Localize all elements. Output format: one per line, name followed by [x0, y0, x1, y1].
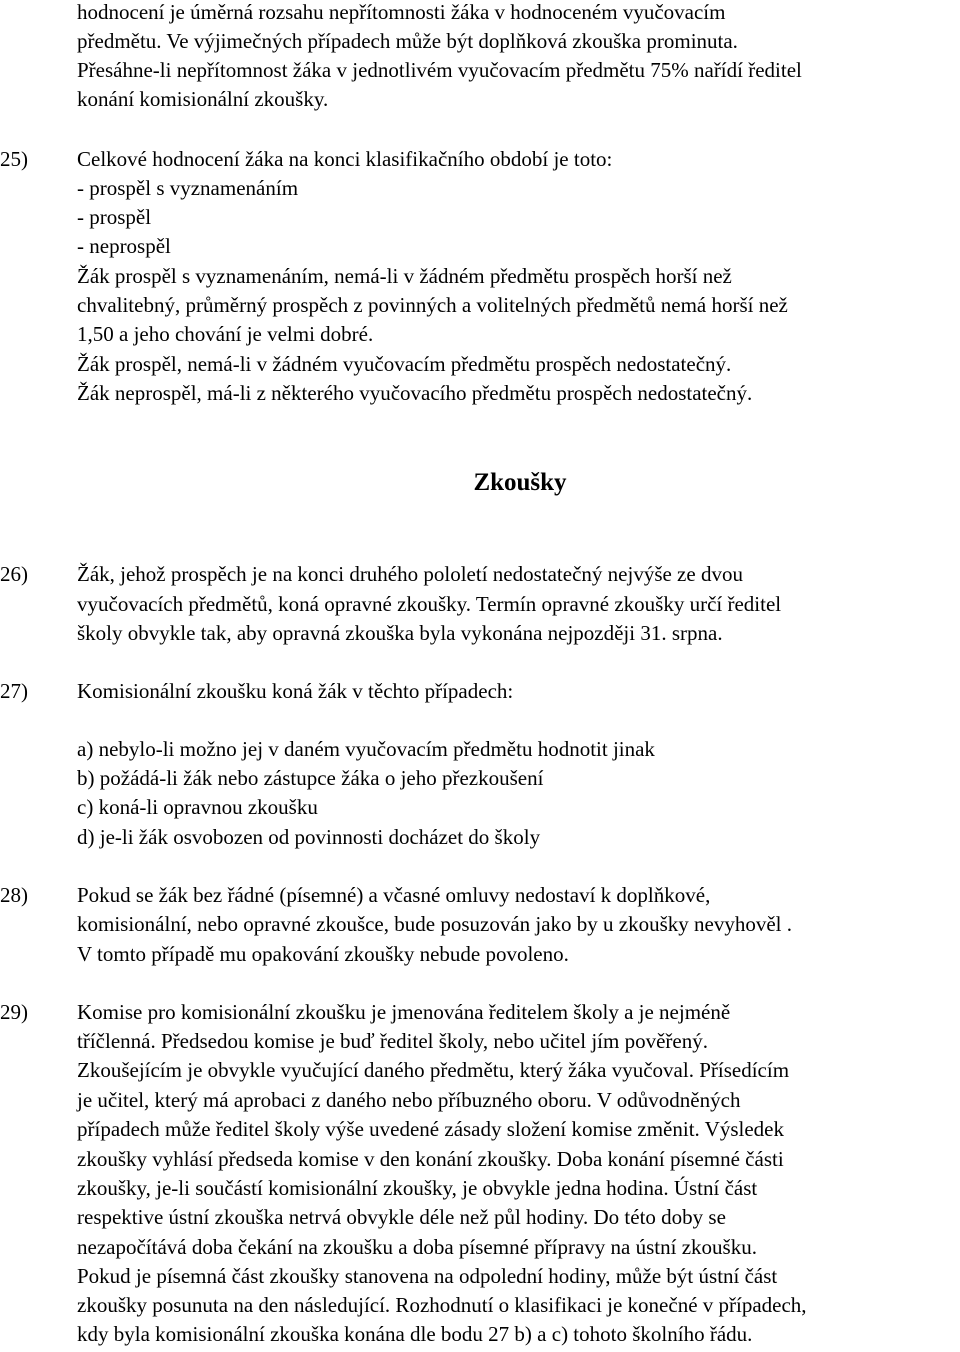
- item-line: b) požádá-li žák nebo zástupce žáka o jeho přezkoušení: [77, 766, 544, 790]
- item-line: Zkoušejícím je obvykle vyučující daného předmětu, který žáka vyučoval. Přísedícím: [77, 1058, 790, 1082]
- item-line: nezapočítává doba čekání na zkoušku a doba písemné přípravy na ústní zkoušku.: [77, 1235, 757, 1259]
- item-line: případech může ředitel školy výše uvedené zásady složení komise změnit. Výsledek: [77, 1117, 784, 1141]
- item-line: zkoušky posunuta na den následující. Rozhodnutí o klasifikaci je konečné v případech,: [77, 1293, 807, 1317]
- item-number: 25): [0, 147, 28, 171]
- item-line: Žák, jehož prospěch je na konci druhého pololetí nedostatečný nejvýše ze dvou: [77, 562, 743, 586]
- item-line: zkoušky vyhlásí předseda komise v den konání zkoušky. Doba konání písemné části: [77, 1147, 784, 1171]
- item-line: zkoušky, je-li součástí komisionální zkoušky, je obvykle jedna hodina. Ústní část: [77, 1176, 758, 1200]
- intro-line: konání komisionální zkoušky.: [77, 87, 329, 111]
- item-line: Celkové hodnocení žáka na konci klasifikačního období je toto:: [77, 147, 613, 171]
- item-line: komisionální, nebo opravné zkoušce, bude posuzován jako by u zkoušky nevyhověl .: [77, 912, 793, 936]
- item-number: 26): [0, 562, 28, 586]
- intro-line: hodnocení je úměrná rozsahu nepřítomnosti žáka v hodnoceném vyučovacím: [77, 0, 726, 24]
- item-number: 27): [0, 679, 28, 703]
- item-number: 28): [0, 883, 28, 907]
- intro-line: předmětu. Ve výjimečných případech může být doplňková zkouška prominuta.: [77, 29, 738, 53]
- item-line: Žák prospěl s vyznamenáním, nemá-li v žádném předmětu prospěch horší než: [77, 264, 732, 288]
- item-line: V tomto případě mu opakování zkoušky nebude povoleno.: [77, 942, 569, 966]
- item-line: je učitel, který má aprobaci z daného nebo příbuzného oboru. V odůvodněných: [77, 1088, 741, 1112]
- item-line: Pokud se žák bez řádné (písemné) a včasné omluvy nedostaví k doplňkové,: [77, 883, 711, 907]
- section-heading: Zkoušky: [473, 469, 567, 496]
- item-line: Pokud je písemná část zkoušky stanovena na odpolední hodiny, může být ústní část: [77, 1264, 778, 1288]
- item-line: vyučovacích předmětů, koná opravné zkoušky. Termín opravné zkoušky určí ředitel: [77, 592, 782, 616]
- item-line: respektive ústní zkouška netrvá obvykle déle než půl hodiny. Do této doby se: [77, 1205, 726, 1229]
- item-line: d) je-li žák osvobozen od povinnosti docházet do školy: [77, 825, 541, 849]
- item-line: - prospěl: [77, 205, 152, 229]
- intro-line: Přesáhne-li nepřítomnost žáka v jednotlivém vyučovacím předmětu 75% nařídí ředitel: [77, 58, 802, 82]
- item-line: c) koná-li opravnou zkoušku: [77, 795, 318, 819]
- item-line: školy obvykle tak, aby opravná zkouška byla vykonána nejpozději 31. srpna.: [77, 621, 723, 645]
- item-line: 1,50 a jeho chování je velmi dobré.: [77, 322, 374, 346]
- item-line: Komise pro komisionální zkoušku je jmenována ředitelem školy a je nejméně: [77, 1000, 731, 1024]
- item-line: Komisionální zkoušku koná žák v těchto případech:: [77, 679, 514, 703]
- item-line: kdy byla komisionální zkouška konána dle bodu 27 b) a c) tohoto školního řádu.: [77, 1322, 753, 1346]
- item-line: - prospěl s vyznamenáním: [77, 176, 299, 200]
- item-line: chvalitebný, průměrný prospěch z povinných a volitelných předmětů nemá horší než: [77, 293, 788, 317]
- item-line: tříčlenná. Předsedou komise je buď ředitel školy, nebo učitel jím pověřený.: [77, 1029, 708, 1053]
- item-line: Žák prospěl, nemá-li v žádném vyučovacím předmětu prospěch nedostatečný.: [77, 352, 732, 376]
- item-line: Žák neprospěl, má-li z některého vyučovacího předmětu prospěch nedostatečný.: [77, 381, 753, 405]
- item-line: - neprospěl: [77, 234, 171, 258]
- item-number: 29): [0, 1000, 28, 1024]
- item-line: a) nebylo-li možno jej v daném vyučovacím předmětu hodnotit jinak: [77, 737, 655, 761]
